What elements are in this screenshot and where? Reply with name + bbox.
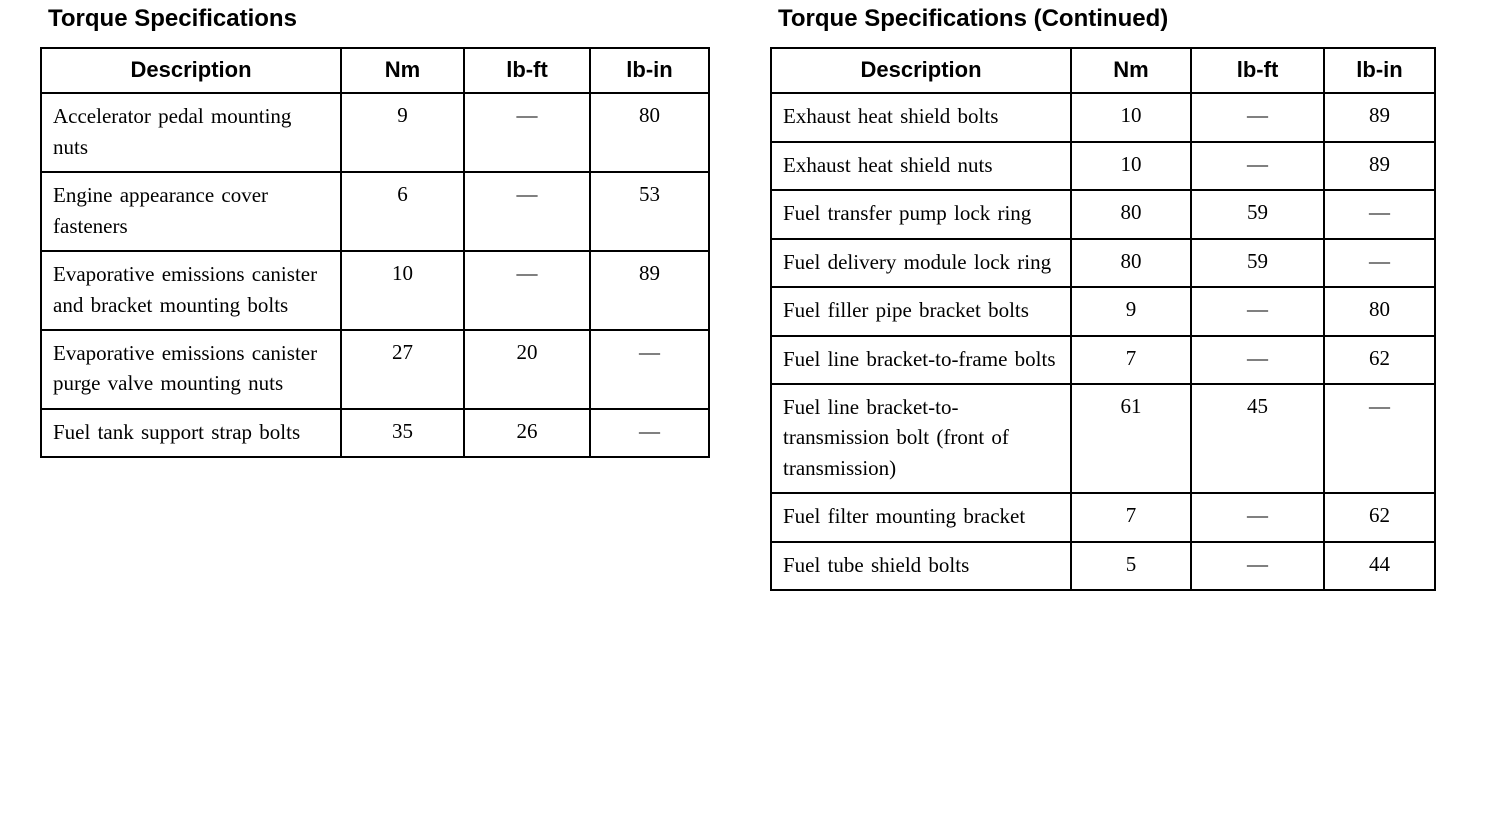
table-row <box>771 93 1435 141</box>
cell-lbin: 62 <box>1324 493 1435 541</box>
cell-nm: 7 <box>1071 336 1191 384</box>
cell-lbin: 53 <box>590 172 709 251</box>
header-row <box>771 48 1435 93</box>
cell-description: Fuel line bracket-to-transmission bolt (front of transmission) <box>771 384 1071 493</box>
cell-lbft: — <box>1191 93 1324 141</box>
cell-nm: 7 <box>1071 493 1191 541</box>
cell-lbft: 45 <box>1191 384 1324 493</box>
cell-nm: 6 <box>341 172 464 251</box>
cell-nm: 80 <box>1071 190 1191 238</box>
cell-nm: 80 <box>1071 239 1191 287</box>
cell-description: Exhaust heat shield bolts <box>771 93 1071 141</box>
table-title-right: Torque Specifications (Continued) <box>778 5 1169 32</box>
cell-nm: 5 <box>1071 542 1191 590</box>
cell-description: Accelerator pedal mounting nuts <box>41 93 341 172</box>
cell-lbin: — <box>1324 239 1435 287</box>
cell-description: Fuel filter mounting bracket <box>771 493 1071 541</box>
cell-description: Fuel line bracket-to-frame bolts <box>771 336 1071 384</box>
cell-nm: 10 <box>341 251 464 330</box>
table-row <box>41 330 709 409</box>
header-lbin: lb-in <box>1324 48 1435 93</box>
table-row <box>41 409 709 457</box>
cell-lbft: — <box>1191 542 1324 590</box>
cell-nm: 9 <box>1071 287 1191 335</box>
cell-description: Fuel delivery module lock ring <box>771 239 1071 287</box>
torque-spec-table-left <box>40 47 710 458</box>
cell-description: Engine appearance cover fasteners <box>41 172 341 251</box>
header-description: Description <box>41 48 341 93</box>
table-row <box>771 287 1435 335</box>
cell-description: Fuel filler pipe bracket bolts <box>771 287 1071 335</box>
table-row <box>41 93 709 172</box>
cell-description: Exhaust heat shield nuts <box>771 142 1071 190</box>
table-row <box>771 384 1435 493</box>
cell-lbft: 59 <box>1191 239 1324 287</box>
cell-lbft: — <box>1191 287 1324 335</box>
header-nm: Nm <box>341 48 464 93</box>
cell-lbin: 44 <box>1324 542 1435 590</box>
table-row <box>41 251 709 330</box>
cell-lbin: — <box>590 330 709 409</box>
table-head <box>771 48 1435 93</box>
cell-lbin: — <box>1324 384 1435 493</box>
table-head <box>41 48 709 93</box>
cell-nm: 10 <box>1071 93 1191 141</box>
cell-lbft: 59 <box>1191 190 1324 238</box>
table-row <box>41 172 709 251</box>
table-row <box>771 142 1435 190</box>
cell-lbft: 20 <box>464 330 590 409</box>
table-row <box>771 190 1435 238</box>
table-body <box>41 93 709 457</box>
cell-nm: 9 <box>341 93 464 172</box>
table-title-left: Torque Specifications <box>48 5 297 32</box>
torque-spec-section-left <box>40 6 708 458</box>
table-row <box>771 239 1435 287</box>
header-lbft: lb-ft <box>464 48 590 93</box>
cell-lbft: — <box>464 172 590 251</box>
cell-lbft: — <box>464 251 590 330</box>
table-body <box>771 93 1435 590</box>
cell-nm: 61 <box>1071 384 1191 493</box>
cell-description: Fuel transfer pump lock ring <box>771 190 1071 238</box>
cell-nm: 27 <box>341 330 464 409</box>
cell-lbin: — <box>1324 190 1435 238</box>
cell-lbin: 89 <box>1324 142 1435 190</box>
cell-lbin: 80 <box>1324 287 1435 335</box>
cell-lbft: — <box>1191 142 1324 190</box>
table-row <box>771 493 1435 541</box>
cell-lbin: 89 <box>590 251 709 330</box>
header-lbft: lb-ft <box>1191 48 1324 93</box>
cell-nm: 35 <box>341 409 464 457</box>
cell-lbin: — <box>590 409 709 457</box>
header-description: Description <box>771 48 1071 93</box>
torque-spec-table-right <box>770 47 1436 591</box>
cell-lbin: 80 <box>590 93 709 172</box>
cell-lbin: 62 <box>1324 336 1435 384</box>
torque-spec-section-right <box>770 6 1434 591</box>
table-row <box>771 542 1435 590</box>
cell-description: Evaporative emissions canister purge valve mounting nuts <box>41 330 341 409</box>
cell-description: Fuel tank support strap bolts <box>41 409 341 457</box>
cell-lbft: — <box>1191 493 1324 541</box>
table-row <box>771 336 1435 384</box>
cell-description: Fuel tube shield bolts <box>771 542 1071 590</box>
header-lbin: lb-in <box>590 48 709 93</box>
cell-lbft: — <box>464 93 590 172</box>
cell-nm: 10 <box>1071 142 1191 190</box>
cell-lbin: 89 <box>1324 93 1435 141</box>
header-nm: Nm <box>1071 48 1191 93</box>
header-row <box>41 48 709 93</box>
cell-lbft: — <box>1191 336 1324 384</box>
cell-lbft: 26 <box>464 409 590 457</box>
cell-description: Evaporative emissions canister and bracket mounting bolts <box>41 251 341 330</box>
